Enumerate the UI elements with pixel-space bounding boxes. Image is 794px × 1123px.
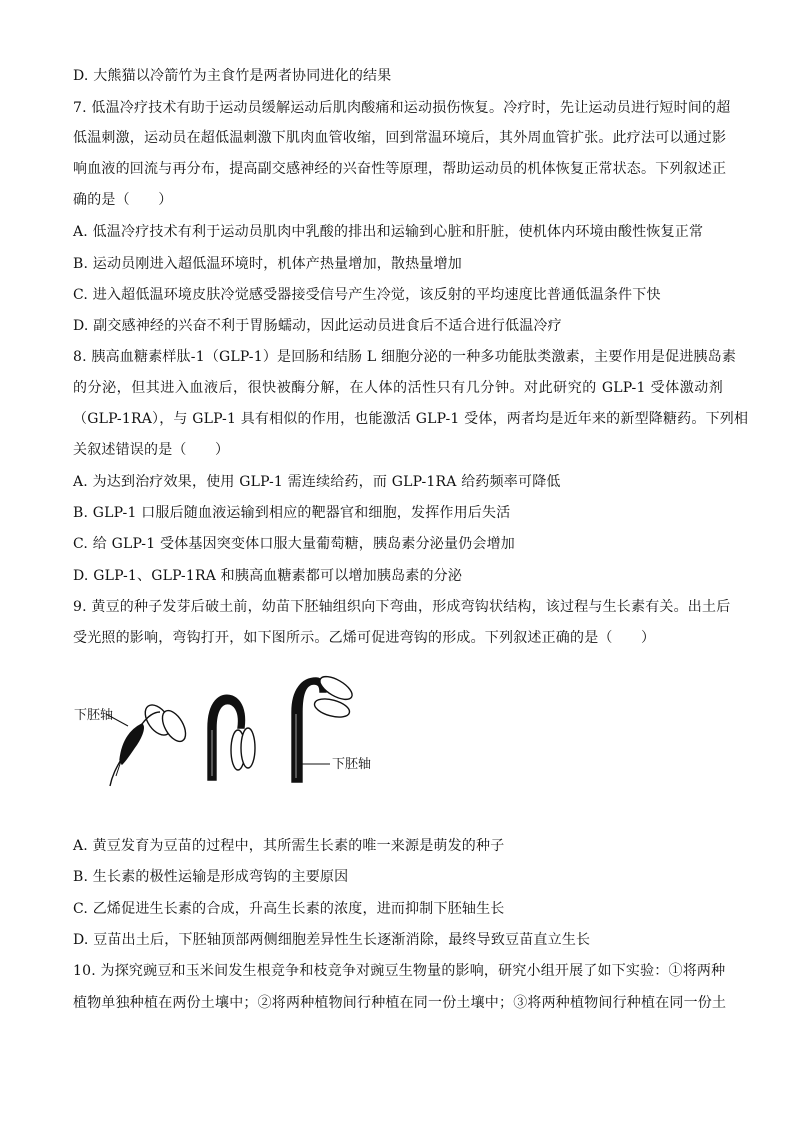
question-7-stem-3: 响血液的回流与再分布，提高副交感神经的兴奋性等原理，帮助运动员的机体恢复正常状态。下列叙述正: [73, 161, 727, 177]
seedling-drawing: [70, 668, 390, 798]
question-9-stem-1: 9. 黄豆的种子发芽后破土前，幼苗下胚轴组织向下弯曲，形成弯钩状结构，该过程与生长素有关。出土后: [73, 599, 731, 615]
option-9c: C. 乙烯促进生长素的合成，升高生长素的浓度，进而抑制下胚轴生长: [73, 901, 505, 917]
question-8-stem-3: （GLP-1RA），与 GLP-1 具有相似的作用，也能激活 GLP-1 受体，两者均是近年来的新型降糖药。下列相: [73, 411, 749, 427]
question-7-stem-2: 低温刺激，运动员在超低温刺激下肌肉血管收缩，回到常温环境后，其外周血管扩张。此疗法可以通过影: [73, 130, 727, 146]
option-9b: B. 生长素的极性运输是形成弯钩的主要原因: [73, 869, 349, 885]
question-10-stem-2: 植物单独种植在两份土壤中；②将两种植物间行种植在同一份土壤中；③将两种植物间行种植在同一份土: [73, 995, 727, 1011]
question-7-stem-1: 7. 低温冷疗技术有助于运动员缓解运动后肌肉酸痛和运动损伤恢复。冷疗时，先让运动员进行短时间的超: [73, 100, 731, 116]
option-7d: D. 副交感神经的兴奋不利于胃肠蠕动，因此运动员进食后不适合进行低温冷疗: [73, 318, 562, 334]
figure-label-hypocotyl-left: 下胚轴: [74, 708, 114, 723]
option-7a: A. 低温冷疗技术有利于运动员肌肉中乳酸的排出和运输到心脏和肝脏，使机体内环境由酸性恢复正常: [73, 224, 704, 240]
option-8a: A. 为达到治疗效果，使用 GLP-1 需连续给药，而 GLP-1RA 给药频率可降低: [73, 474, 561, 490]
question-9-stem-2: 受光照的影响，弯钩打开，如下图所示。乙烯可促进弯钩的形成。下列叙述正确的是（ ）: [73, 630, 656, 646]
question-7-stem-4: 确的是（ ）: [73, 192, 173, 208]
option-6d: D. 大熊猫以冷箭竹为主食竹是两者协同进化的结果: [73, 68, 392, 84]
option-9d: D. 豆苗出土后，下胚轴顶部两侧细胞差异性生长逐渐消除，最终导致豆苗直立生长: [73, 932, 591, 948]
question-8-stem-2: 的分泌，但其进入血液后，很快被酶分解，在人体的活性只有几分钟。对此研究的 GLP-1 受体激动剂: [73, 380, 723, 396]
option-8b: B. GLP-1 口服后随血液运输到相应的靶器官和细胞，发挥作用后失活: [73, 505, 511, 521]
option-7c: C. 进入超低温环境皮肤冷觉感受器接受信号产生冷觉，该反射的平均速度比普通低温条件下快: [73, 287, 661, 303]
seedling-stage-2: [208, 695, 255, 780]
question-8-stem-1: 8. 胰高血糖素样肽-1（GLP-1）是回肠和结肠 L 细胞分泌的一种多功能肽类激素，主要作用是促进胰岛素: [73, 349, 737, 365]
option-8d: D. GLP-1、GLP-1RA 和胰高血糖素都可以增加胰岛素的分泌: [73, 568, 463, 584]
option-7b: B. 运动员刚进入超低温环境时，机体产热量增加，散热量增加: [73, 256, 462, 272]
option-9a: A. 黄豆发育为豆苗的过程中，其所需生长素的唯一来源是萌发的种子: [73, 838, 505, 854]
seedling-hook-figure: [70, 668, 390, 798]
seedling-stage-1: [106, 700, 190, 786]
question-8-stem-4: 关叙述错误的是（ ）: [73, 442, 230, 458]
figure-label-hypocotyl-right: 下胚轴: [332, 757, 372, 772]
option-8c: C. 给 GLP-1 受体基因突变体口服大量葡萄糖，胰岛素分泌量仍会增加: [73, 536, 515, 552]
question-10-stem-1: 10. 为探究豌豆和玉米间发生根竞争和枝竞争对豌豆生物量的影响，研究小组开展了如下实验：①将两种: [73, 963, 726, 979]
